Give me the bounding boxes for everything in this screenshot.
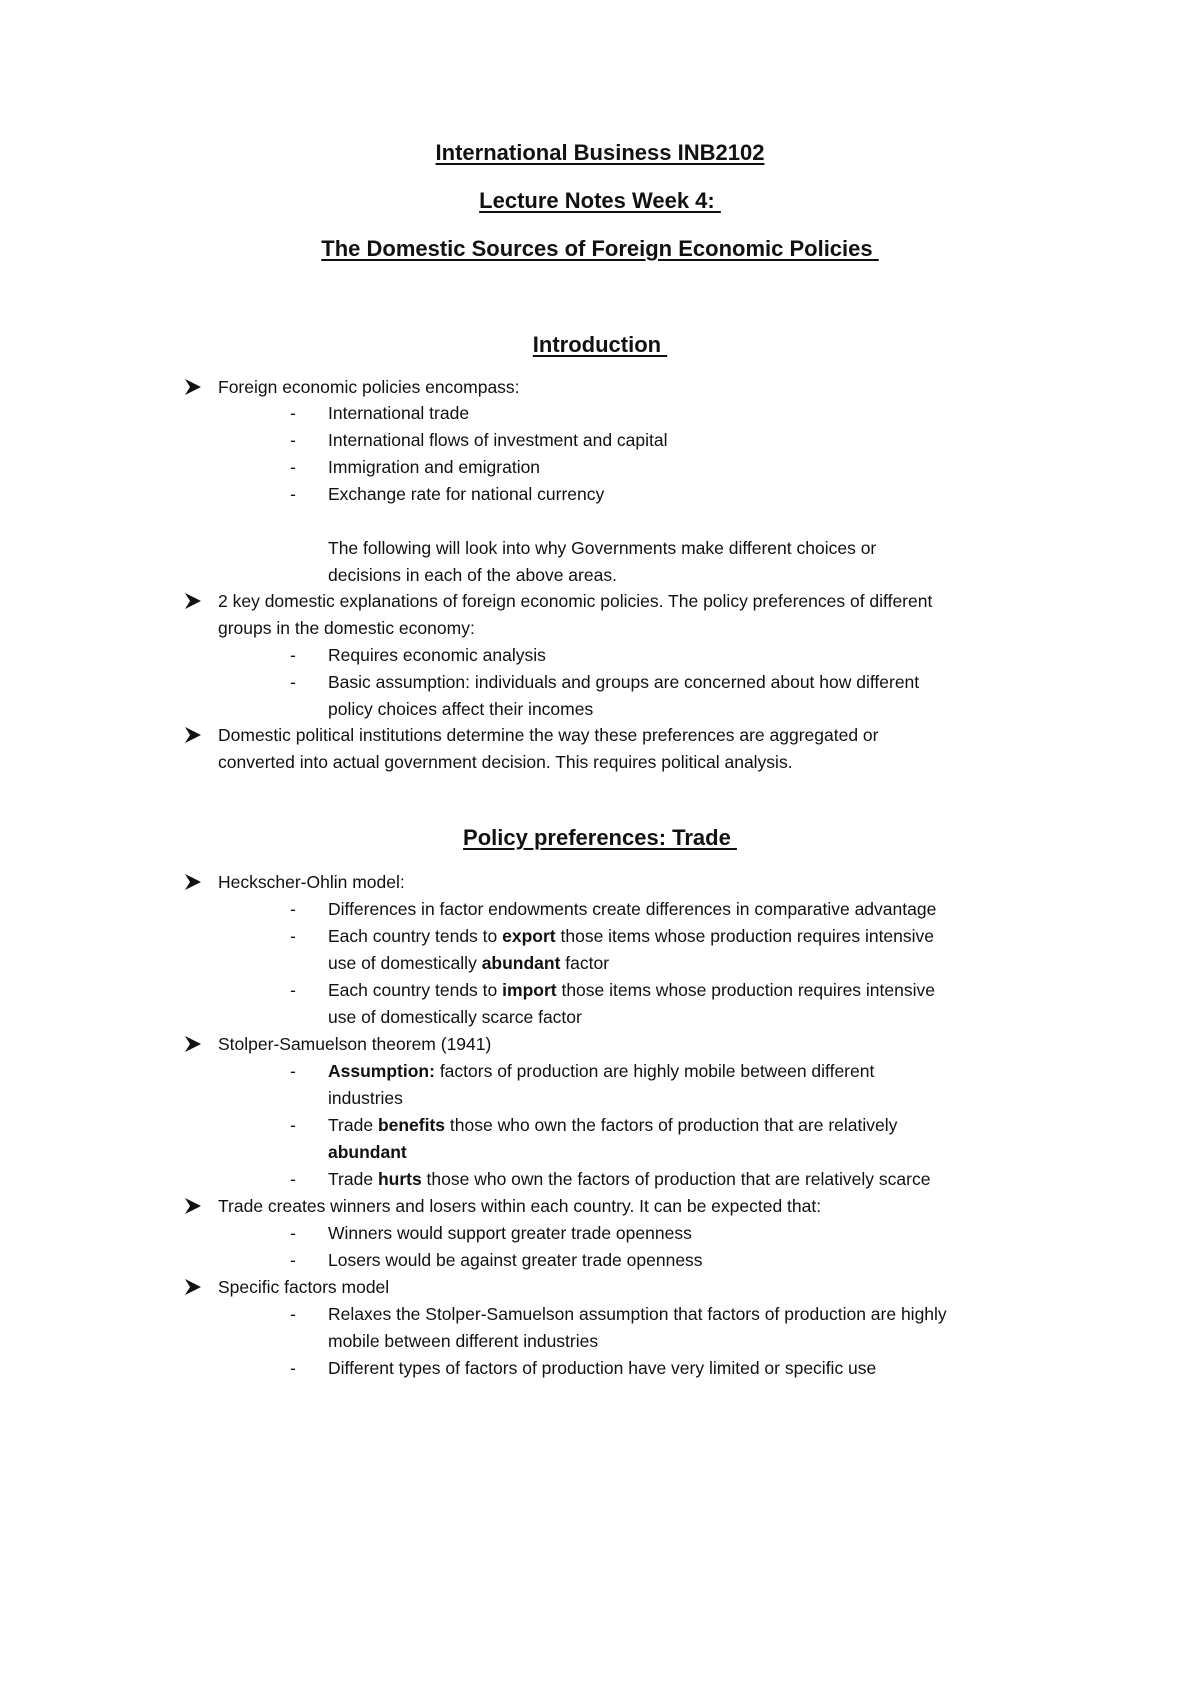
bold-run: abundant: [481, 953, 561, 973]
lecture-title: Lecture Notes Week 4:: [479, 188, 721, 213]
text-run: use of domestically: [328, 953, 482, 973]
dash-marker: -: [290, 1358, 296, 1378]
bullet-text: converted into actual government decision. This requires political analysis.: [218, 752, 793, 772]
list-item: policy choices affect their incomes: [328, 699, 594, 719]
arrowhead-bullet-icon: [184, 1197, 202, 1215]
bullet-text: Foreign economic policies encompass:: [218, 377, 520, 397]
dash-marker: -: [290, 403, 296, 423]
arrowhead-bullet-icon: [184, 726, 202, 744]
dash-marker: -: [290, 672, 296, 692]
list-item: [328, 925, 934, 947]
bullet-text: groups in the domestic economy:: [218, 618, 475, 638]
list-item: Requires economic analysis: [328, 645, 546, 665]
bold-run: import: [502, 980, 557, 1000]
bullet-text: Specific factors model: [218, 1277, 390, 1297]
text-run: those items whose production requires intensive: [555, 926, 935, 946]
text-run: those items whose production requires intensive: [556, 980, 935, 1000]
dash-marker: -: [290, 926, 296, 946]
text-run: Each country tends to: [328, 980, 503, 1000]
dash-marker: -: [290, 1223, 296, 1243]
list-item: Relaxes the Stolper-Samuelson assumption that factors of production are highly: [328, 1304, 947, 1324]
arrowhead-bullet-icon: [184, 873, 202, 891]
dash-marker: -: [290, 1061, 296, 1081]
arrowhead-bullet-icon: [184, 378, 202, 396]
list-item: International trade: [328, 403, 470, 423]
section-heading-introduction: Introduction: [532, 332, 668, 357]
bold-run: Assumption:: [328, 1061, 435, 1081]
bullet-text: 2 key domestic explanations of foreign economic policies. The policy preferences of different: [218, 591, 933, 611]
list-item: Losers would be against greater trade openness: [328, 1250, 703, 1270]
dash-marker: -: [290, 645, 296, 665]
dash-marker: -: [290, 1169, 296, 1189]
bullet-text: Stolper-Samuelson theorem (1941): [218, 1034, 492, 1054]
list-item: abundant: [328, 1142, 407, 1162]
text-run: those who own the factors of production that are relatively: [445, 1115, 898, 1135]
list-item: [328, 952, 609, 974]
text-run: Trade: [328, 1169, 378, 1189]
list-item: mobile between different industries: [328, 1331, 599, 1351]
list-item: [328, 1168, 930, 1190]
list-item: Different types of factors of production have very limited or specific use: [328, 1358, 877, 1378]
course-title: International Business INB2102: [435, 140, 765, 165]
arrowhead-bullet-icon: [184, 1035, 202, 1053]
topic-title: The Domestic Sources of Foreign Economic Policies: [321, 236, 879, 261]
list-item: industries: [328, 1088, 403, 1108]
dash-marker: -: [290, 1250, 296, 1270]
dash-marker: -: [290, 899, 296, 919]
dash-marker: -: [290, 457, 296, 477]
bullet-text: Trade creates winners and losers within each country. It can be expected that:: [218, 1196, 822, 1216]
paragraph-line: decisions in each of the above areas.: [328, 565, 617, 585]
list-item: Basic assumption: individuals and groups are concerned about how different: [328, 672, 920, 692]
text-run: factors of production are highly mobile between different: [434, 1061, 875, 1081]
dash-marker: -: [290, 1304, 296, 1324]
paragraph-line: The following will look into why Governments make different choices or: [328, 538, 877, 558]
text-run: Trade: [328, 1115, 378, 1135]
list-item: Exchange rate for national currency: [328, 484, 605, 504]
dash-marker: -: [290, 484, 296, 504]
bullet-text: Domestic political institutions determine the way these preferences are aggregated or: [218, 725, 879, 745]
text-run: Each country tends to: [328, 926, 503, 946]
arrowhead-bullet-icon: [184, 592, 202, 610]
text-run: those who own the factors of production that are relatively scarce: [421, 1169, 931, 1189]
bullet-text: Heckscher-Ohlin model:: [218, 872, 405, 892]
list-item: [328, 1060, 874, 1082]
arrowhead-bullet-icon: [184, 1278, 202, 1296]
text-run: factor: [560, 953, 610, 973]
dash-marker: -: [290, 1115, 296, 1135]
dash-marker: -: [290, 430, 296, 450]
section-heading-trade: Policy preferences: Trade: [463, 825, 737, 850]
list-item: Differences in factor endowments create differences in comparative advantage: [328, 899, 937, 919]
list-item: [328, 979, 935, 1001]
bold-run: hurts: [377, 1169, 422, 1189]
list-item: Winners would support greater trade openness: [328, 1223, 692, 1243]
list-item: [328, 1114, 897, 1136]
list-item: use of domestically scarce factor: [328, 1007, 582, 1027]
bold-run: benefits: [377, 1115, 446, 1135]
bold-run: export: [502, 926, 556, 946]
list-item: Immigration and emigration: [328, 457, 541, 477]
dash-marker: -: [290, 980, 296, 1000]
list-item: International flows of investment and capital: [328, 430, 668, 450]
